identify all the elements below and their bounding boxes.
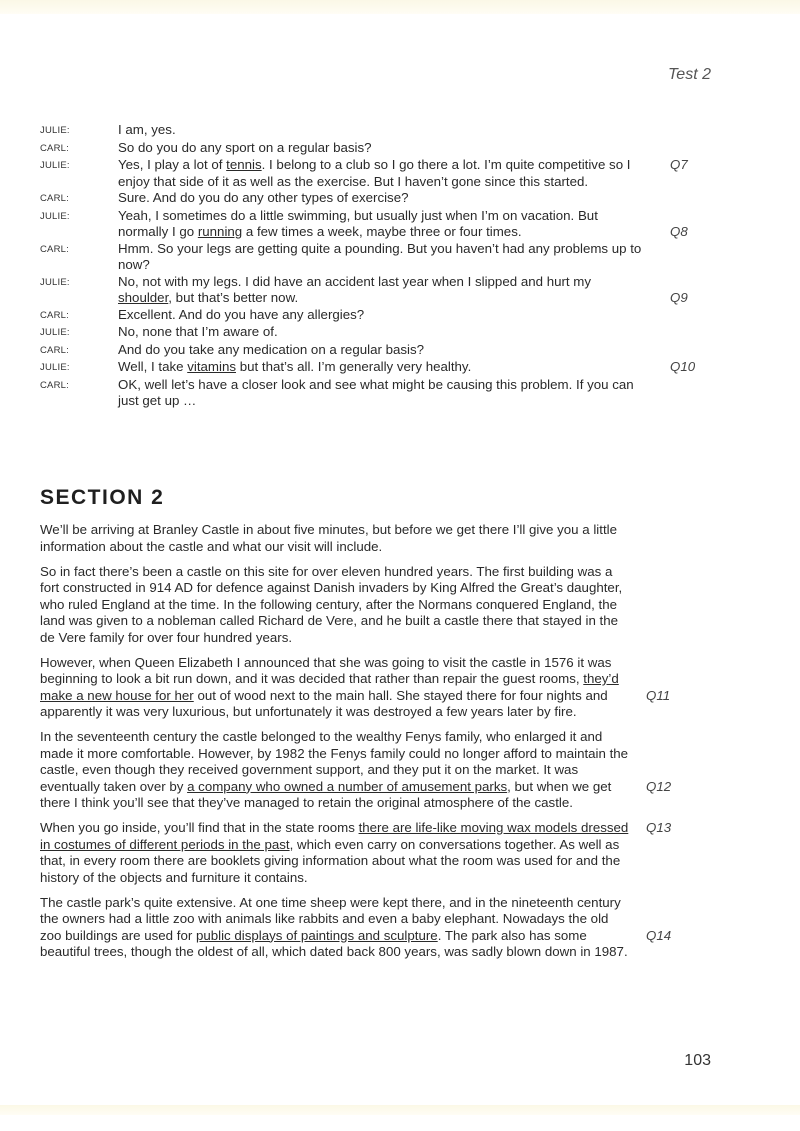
text-run: OK, well let’s have a closer look and see what might be causing this problem. If you can just get up … <box>118 376 634 408</box>
speaker-label: CARL: <box>40 309 69 321</box>
paragraph-text <box>40 655 632 721</box>
running-head: Test 2 <box>668 66 711 83</box>
dialogue-turn <box>40 190 730 208</box>
dialogue-line <box>118 122 642 140</box>
question-marker: Q7 <box>670 157 688 172</box>
question-column <box>642 122 730 140</box>
dialogue-turn <box>40 122 730 140</box>
text-run: out of wood next to the main hall. She stayed there for four nights and apparently it was very luxurious, but unfortunately it was destroyed a few years later by fire. <box>40 687 608 719</box>
dialogue-line <box>118 274 642 307</box>
dialogue-line <box>118 377 642 410</box>
text-run: a few times a week, maybe three or four times. <box>242 224 522 239</box>
speaker-label: JULIE: <box>40 362 70 373</box>
text-run: Excellent. And do you have any allergies? <box>118 306 365 322</box>
speaker-label: JULIE: <box>40 276 70 288</box>
paragraph <box>40 655 740 721</box>
text-run: , but when we get there I think you’ll see that they’ve managed to retain the original atmosphere of the castle. <box>40 778 612 810</box>
dialogue-turn <box>40 307 730 325</box>
dialogue-line <box>118 157 642 190</box>
speaker-label: JULIE: <box>40 160 70 171</box>
dialogue-turn <box>40 377 730 410</box>
question-marker: Q11 <box>646 687 671 703</box>
text-run: In the seventeenth century the castle belonged to the wealthy Fenys family, who enlarged it and made it more comfortable. However, by 1982 the Fenys family could no longer afford to maintain the castle, even though they received government support, and they put it on the market. It was eventually taken over by <box>40 729 629 794</box>
dialogue-turn <box>40 359 730 377</box>
underlined-answer: vitamins <box>187 359 236 374</box>
section-2-text <box>40 522 740 969</box>
question-column <box>642 377 730 410</box>
dialogue-turn <box>40 241 730 274</box>
dialogue-line <box>118 208 642 241</box>
speaker-label: CARL: <box>40 142 69 154</box>
text-run: Yes, I play a lot of <box>118 157 227 172</box>
text-run: However, when Queen Elizabeth I announced that she was going to visit the castle in 1576 it was beginning to look a bit run down, and it was decided that rather than repair the guest rooms, <box>40 654 612 686</box>
text-run: The castle park’s quite extensive. At one time sheep were kept there, and in the nineteenth century the owners had a little zoo with animals like rabbits and even a baby elephant. Nowadays the old zoo buildings are used for <box>40 894 621 943</box>
underlined-answer: public displays of paintings and sculpture <box>195 927 438 943</box>
dialogue-line <box>118 342 642 360</box>
text-run: I am, yes. <box>118 122 176 137</box>
speaker-label: JULIE: <box>40 327 70 338</box>
dialogue-line <box>118 307 642 325</box>
question-column <box>642 241 730 274</box>
text-run: And do you take any medication on a regular basis? <box>118 341 425 357</box>
question-column <box>642 190 730 208</box>
bottom-band <box>0 1105 800 1115</box>
underlined-answer: a company who owned a number of amusement parks <box>187 778 508 794</box>
text-run: Well, I take <box>118 359 188 374</box>
speaker-label: CARL: <box>40 379 69 391</box>
speaker-label: JULIE: <box>40 210 70 222</box>
paragraph <box>40 895 740 961</box>
text-run: . I belong to a club so I go there a lot. I’m quite competitive so I enjoy that side of it as well as the exercise. But I haven’t gone since this started. <box>118 157 631 189</box>
question-column <box>632 522 716 555</box>
section-title: SECTION 2 <box>40 486 165 509</box>
paragraph <box>40 522 740 555</box>
paragraph-text <box>40 729 632 812</box>
dialogue-line <box>118 324 642 342</box>
dialogue-line <box>118 359 642 377</box>
question-column <box>642 157 730 190</box>
text-run: When you go inside, you’ll find that in the state rooms <box>40 820 359 835</box>
question-column <box>632 895 716 961</box>
paragraph <box>40 729 740 812</box>
paragraph <box>40 564 740 647</box>
text-run: We’ll be arriving at Branley Castle in about five minutes, but before we get there I’ll give you a little information about the castle and what our visit will include. <box>40 522 617 554</box>
dialogue-transcript <box>40 122 730 410</box>
question-marker: Q12 <box>646 778 672 794</box>
underlined-answer: shoulder <box>118 290 169 305</box>
speaker-label: CARL: <box>40 243 69 255</box>
question-column <box>642 274 730 307</box>
question-column <box>642 140 730 158</box>
question-column <box>632 655 716 721</box>
paragraph-text <box>40 820 632 886</box>
speaker-label: JULIE: <box>40 125 70 136</box>
question-marker: Q14 <box>646 927 672 943</box>
dialogue-line <box>118 190 642 208</box>
question-marker: Q13 <box>646 820 672 835</box>
text-run: No, not with my legs. I did have an accident last year when I slipped and hurt my <box>118 273 592 289</box>
question-column <box>642 324 730 342</box>
text-run: , but that’s better now. <box>168 290 299 305</box>
text-run: . The park also has some beautiful trees, though the oldest of all, which dated back 800 years, was sadly blown down in 1987. <box>40 927 628 959</box>
dialogue-turn <box>40 140 730 158</box>
page-number: 103 <box>684 1052 711 1069</box>
text-run: So in fact there’s been a castle on this site for over eleven hundred years. The first building was a fort constructed in 914 AD for defence against Danish invaders by King Alfred the Great’s daughter, who ruled England at the time. In the following century, after the Normans conquered England, the land was given to a nobleman called Richard de Vere, and he built a castle there that stayed in the de Vere family for over four hundred years. <box>40 563 623 645</box>
paragraph-text <box>40 522 632 555</box>
paragraph-text <box>40 895 632 961</box>
dialogue-turn <box>40 274 730 307</box>
underlined-answer: running <box>197 224 243 239</box>
dialogue-turn <box>40 324 730 342</box>
top-band <box>0 0 800 14</box>
question-column <box>642 307 730 325</box>
question-marker: Q10 <box>670 359 696 374</box>
dialogue-line <box>118 140 642 158</box>
text-run: but that’s all. I’m generally very healthy. <box>236 359 472 374</box>
paragraph <box>40 820 740 886</box>
dialogue-line <box>118 241 642 274</box>
underlined-answer: there are life-like moving wax models dressed in costumes of different periods in the past <box>40 820 629 852</box>
question-column <box>642 342 730 360</box>
paragraph-text <box>40 564 632 647</box>
text-run: , which even carry on conversations together. As well as that, in every room there are booklets giving information about what the room was used for and the history of the objects and furniture it contains. <box>40 836 621 885</box>
text-run: So do you do any sport on a regular basis? <box>118 139 372 155</box>
question-column <box>642 208 730 241</box>
speaker-label: CARL: <box>40 193 69 204</box>
text-run: No, none that I’m aware of. <box>118 324 278 339</box>
text-run: Sure. And do you do any other types of exercise? <box>118 190 409 205</box>
question-column <box>632 564 716 647</box>
dialogue-turn <box>40 157 730 190</box>
underlined-answer: they’d make a new house for her <box>40 671 619 703</box>
question-marker: Q8 <box>670 224 688 239</box>
question-column <box>642 359 730 377</box>
text-run: Hmm. So your legs are getting quite a pounding. But you haven’t had any problems up to now? <box>118 240 642 272</box>
dialogue-turn <box>40 342 730 360</box>
question-column <box>632 820 716 886</box>
text-run: Yeah, I sometimes do a little swimming, but usually just when I’m on vacation. But normally I go <box>118 207 598 239</box>
question-column <box>632 729 716 812</box>
question-marker: Q9 <box>670 290 688 305</box>
dialogue-turn <box>40 208 730 241</box>
underlined-answer: tennis <box>226 157 262 172</box>
speaker-label: CARL: <box>40 344 69 356</box>
